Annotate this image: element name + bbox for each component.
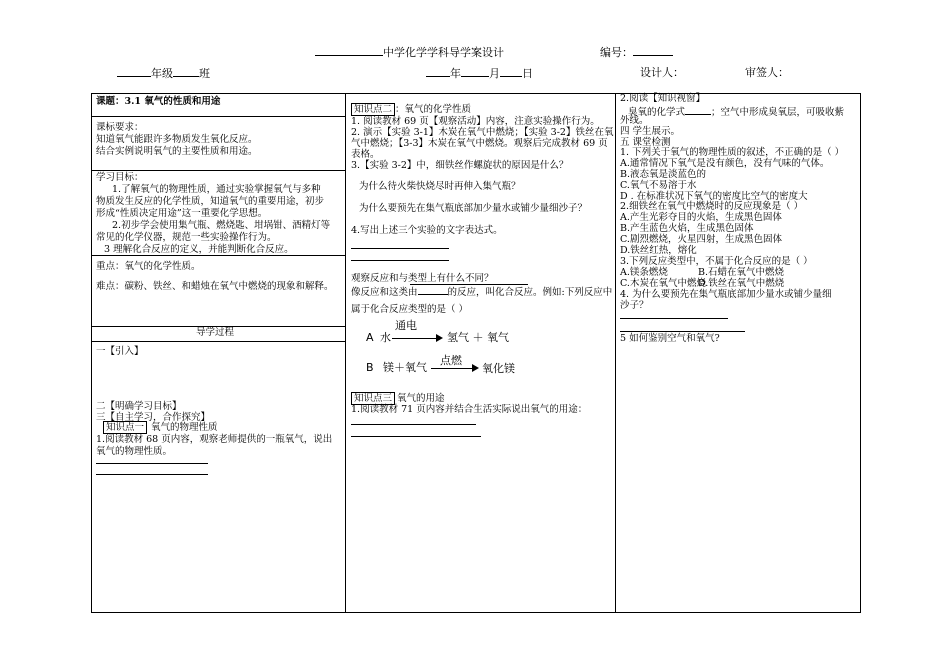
col2-line-2: 2. 演示【实验 3-1】木炭在氧气中燃烧；【实验 3-2】铁丝在氧 bbox=[351, 127, 614, 138]
reviewer-label: 审签人： bbox=[745, 66, 789, 79]
reaction-a-products: 氢气 ＋ 氧气 bbox=[447, 331, 509, 344]
fill-blank bbox=[418, 284, 448, 295]
process-title: 导学过程 bbox=[196, 327, 235, 338]
goal-line-5: 常见的化学仪器，规范一些实验操作行为。 bbox=[96, 232, 277, 243]
q3-title: 3.下列反应类型中，不属于化合反应的是（ ） bbox=[620, 256, 813, 267]
knowledge-point-2 bbox=[351, 104, 471, 116]
class-label: 班 bbox=[199, 67, 210, 80]
read-window: 2.阅读【知识视窗】 bbox=[620, 93, 706, 104]
month-label: 月 bbox=[489, 67, 500, 80]
goal-line-3: 形成“性质决定用途”这一重要化学思想。 bbox=[96, 208, 268, 219]
q1-title: 1. 下列关于氧气的物理性质的叙述，不正确的是（ ） bbox=[620, 147, 845, 158]
serial-number bbox=[600, 45, 673, 60]
serial-number-label: 编号： bbox=[600, 46, 633, 59]
answer-line bbox=[620, 318, 728, 319]
goal-line-6: 3 理解化合反应的定义，并能判断化合反应。 bbox=[104, 244, 294, 255]
col2-line-1: 1. 阅读教材 69 页【观察活动】内容，注意实验操作行为。 bbox=[351, 116, 600, 127]
reaction-a-label: A bbox=[366, 331, 374, 344]
lesson-topic: 课题：3.1 氧气的性质和用途 bbox=[96, 96, 221, 107]
goals-title: 学习目标： bbox=[96, 172, 144, 183]
read1-line-1: 1.阅读教材 68 页内容，观察老师提供的一瓶氧气，说出 bbox=[96, 434, 333, 445]
serial-number-blank bbox=[633, 45, 673, 56]
reaction-a-condition: 通电 bbox=[395, 319, 417, 332]
read1-line-2: 氧气的物理性质。 bbox=[96, 446, 173, 457]
answer-line bbox=[351, 260, 449, 261]
col2-line-4: 表格。 bbox=[351, 149, 380, 160]
kp1-box: 知识点一 bbox=[103, 421, 147, 434]
reaction-b-arrowhead bbox=[472, 364, 479, 372]
difficulty: 难点：碳粉、铁丝、和蜡烛在氧气中燃烧的现象和解释。 bbox=[96, 281, 334, 292]
fill-blank-line bbox=[410, 284, 528, 285]
kp3-box: 知识点三 bbox=[351, 392, 395, 405]
reaction-b-product: 氧化镁 bbox=[482, 362, 515, 375]
page-title: 中学化学学科导学案设计 bbox=[383, 46, 504, 59]
q2-option-a: A.产生光彩夺目的火焰，生成黑色固体 bbox=[620, 212, 782, 223]
grade-blank bbox=[117, 66, 151, 77]
rule-topic bbox=[92, 116, 345, 117]
col2-line-5: 3.【实验 3-2】中，细铁丝作螺旋状的原因是什么？ bbox=[351, 160, 569, 171]
column-divider-1 bbox=[345, 94, 346, 612]
question-difference: 观察反应和与类型上有什么不同？ bbox=[351, 273, 494, 284]
q3-option-c: C.木炭在氧气中燃烧 bbox=[620, 278, 706, 289]
answer-line bbox=[351, 248, 449, 249]
question-belong: 属于化合反应类型的是（ ） bbox=[351, 304, 469, 315]
standard-2: 结合实例说明氧气的主要性质和用途。 bbox=[96, 146, 258, 157]
class-blank bbox=[173, 66, 199, 77]
q1-option-a: A.通常情况下氧气是没有颜色，没有气味的气体。 bbox=[620, 158, 830, 169]
answer-line bbox=[620, 331, 745, 332]
col2-line-3: 气中燃烧；【3-3】木炭在氧气中燃烧。观察后完成教材 69 页 bbox=[351, 138, 608, 149]
rule-standards bbox=[92, 170, 345, 171]
goal-line-1: 1.了解氧气的物理性质，通过实验掌握氧气与多种 bbox=[112, 184, 321, 195]
rule-process-title bbox=[92, 341, 345, 342]
q2-option-d: D.铁丝红热，熔化 bbox=[620, 245, 697, 256]
intro-heading: 一【引入】 bbox=[96, 346, 144, 357]
school-blank bbox=[315, 45, 383, 56]
goal-line-4: 2.初步学会使用集气瓶、燃烧匙、坩埚钳、酒精灯等 bbox=[112, 220, 331, 231]
clarify-heading: 二【明确学习目标】 bbox=[96, 401, 182, 412]
designer-label: 设计人： bbox=[640, 66, 684, 79]
q1-option-c: C.氧气不易溶于水 bbox=[620, 180, 697, 191]
q4-line-1: 4. 为什么要预先在集气瓶底部加少量水或铺少量细 bbox=[620, 289, 832, 300]
grade-class bbox=[117, 66, 210, 81]
classroom-check: 五 课堂检测 bbox=[620, 137, 671, 148]
day-label: 日 bbox=[522, 67, 533, 80]
question-like-pre: 像反应和这类由 bbox=[351, 287, 418, 298]
kp3-title: 氧气的用途 bbox=[397, 393, 445, 404]
ozone-blank bbox=[685, 104, 711, 115]
question-like-post: 的反应，叫化合反应。例如:下列反应中 bbox=[447, 287, 613, 298]
q3-option-a: A.镁条燃烧 bbox=[620, 267, 668, 278]
q3-option-d: D.铁丝在氧气中燃烧 bbox=[698, 278, 785, 289]
q2-title: 2.细铁丝在氧气中燃烧时的反应现象是（ ） bbox=[620, 201, 804, 212]
q5: 5 如何鉴别空气和氧气? bbox=[620, 333, 720, 344]
reaction-b-condition: 点燃 bbox=[440, 354, 462, 367]
kp2-title: ：氧气的化学性质 bbox=[395, 104, 472, 115]
kp2-box: 知识点二 bbox=[351, 103, 395, 116]
q3-option-b: B.石蜡在氧气中燃烧 bbox=[698, 267, 785, 278]
header-title-line bbox=[315, 45, 504, 60]
column-divider-2 bbox=[615, 94, 616, 612]
day-blank bbox=[500, 66, 522, 77]
answer-line bbox=[96, 474, 208, 475]
ozone-pre: 臭氧的化学式 bbox=[628, 107, 686, 118]
key-point: 重点：氧气的化学性质。 bbox=[96, 261, 201, 272]
reaction-a-reactant: 水 bbox=[380, 331, 391, 344]
question-like bbox=[351, 284, 612, 299]
q2-option-c: C.剧烈燃烧，火星四射，生成黑色固体 bbox=[620, 234, 782, 245]
ozone-line-1 bbox=[628, 104, 844, 119]
answer-line bbox=[351, 436, 481, 437]
goal-line-2: 物质发生反应的化学性质，知道氧气的重要用途，初步 bbox=[96, 196, 325, 207]
q2-option-b: B.产生蓝色火焰，生成黑色固体 bbox=[620, 223, 754, 234]
student-show: 四 学生展示。 bbox=[620, 126, 681, 137]
year-label: 年 bbox=[450, 67, 461, 80]
answer-line bbox=[96, 463, 208, 464]
date-fields bbox=[426, 66, 533, 81]
reaction-b-reactants: 镁＋氧气 bbox=[383, 361, 427, 374]
reaction-b-label: B bbox=[366, 361, 374, 374]
ozone-post: ；空气中形成臭氧层，可吸收紫 bbox=[711, 107, 845, 118]
knowledge-point-1 bbox=[103, 422, 218, 434]
answer-line bbox=[351, 424, 476, 425]
standards-title: 课标要求： bbox=[96, 122, 144, 133]
q4-line-2: 沙子？ bbox=[620, 300, 649, 311]
explore-heading: 三【自主学习，合作探究】 bbox=[96, 412, 211, 423]
q1-option-b: B.液态氧是淡蓝色的 bbox=[620, 169, 707, 180]
question-water: 为什么要预先在集气瓶底部加少量水或铺少量细沙子？ bbox=[359, 203, 588, 214]
reaction-a-arrow bbox=[392, 338, 437, 339]
question-4: 4.写出上述三个实验的文字表达式。 bbox=[351, 225, 503, 236]
read3: 1.阅读教材 71 页内容并结合生活实际说出氧气的用途： bbox=[351, 404, 588, 415]
question-match: 为什么待火柴快烧尽时再伸入集气瓶？ bbox=[359, 181, 521, 192]
kp1-title: 氧气的物理性质 bbox=[151, 422, 218, 433]
q1-option-d: D . 在标准状况下氧气的密度比空气的密度大 bbox=[620, 191, 808, 202]
year-blank bbox=[426, 66, 450, 77]
grade-label: 年级 bbox=[151, 67, 173, 80]
standard-1: 知道氧气能跟许多物质发生氧化反应。 bbox=[96, 134, 258, 145]
reaction-b-arrow bbox=[431, 368, 473, 369]
month-blank bbox=[461, 66, 489, 77]
ozone-line-2: 外线。 bbox=[620, 115, 649, 126]
reaction-a-arrowhead bbox=[436, 334, 443, 342]
